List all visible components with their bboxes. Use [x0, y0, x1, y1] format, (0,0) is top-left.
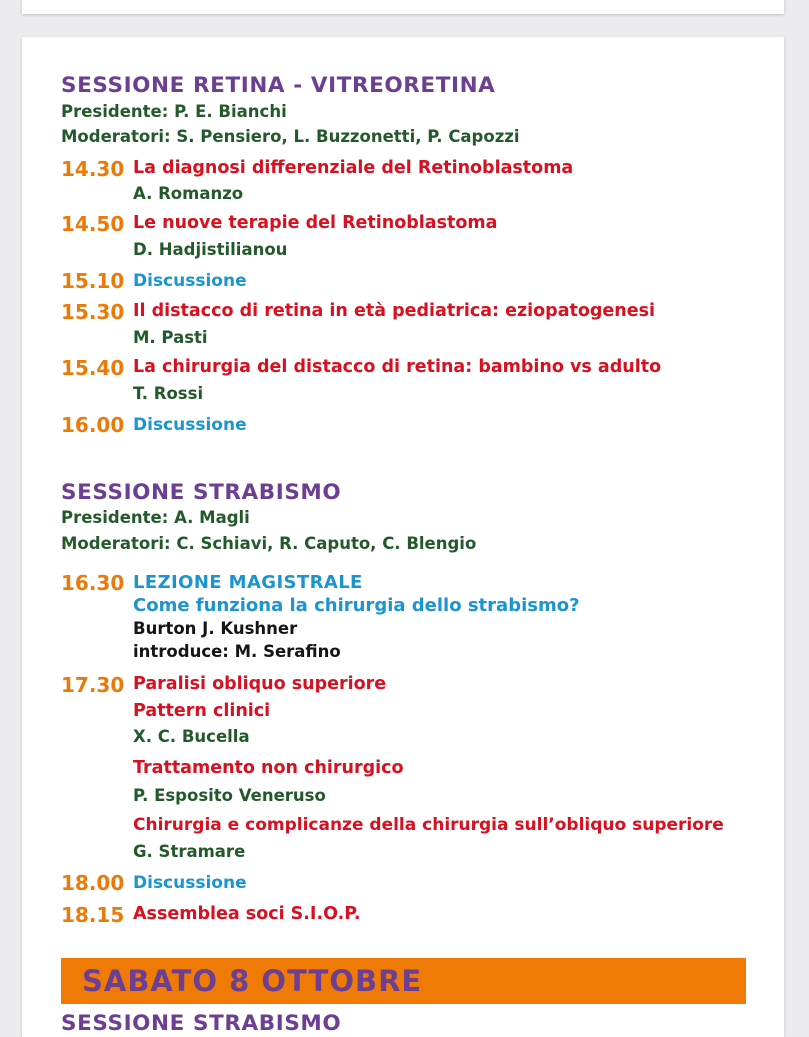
- item-speaker: G. Stramare: [133, 842, 246, 861]
- discussion-label: Discussione: [133, 415, 247, 435]
- lecture-speaker: Burton J. Kushner: [133, 619, 298, 638]
- session-moderators: Moderatori: C. Schiavi, R. Caputo, C. Blengio: [61, 534, 477, 553]
- item-speaker: T. Rossi: [133, 384, 204, 403]
- item-title: Il distacco di retina in età pediatrica: eziopatogenesi: [133, 301, 656, 321]
- item-speaker: D. Hadjistilianou: [133, 240, 288, 259]
- item-time: 18.00: [61, 871, 125, 895]
- item-time: 14.50: [61, 212, 125, 236]
- item-speaker: P. Esposito Veneruso: [133, 786, 326, 805]
- day-banner: [61, 958, 746, 1004]
- lecture-intro: introduce: M. Serafino: [133, 642, 341, 661]
- day-banner-label: SABATO 8 OTTOBRE: [82, 964, 423, 998]
- previous-card: [22, 0, 784, 14]
- item-time: 14.30: [61, 157, 125, 181]
- lecture-label: LEZIONE MAGISTRALE: [133, 572, 363, 593]
- next-session-title: SESSIONE STRABISMO: [61, 1011, 342, 1036]
- item-title: Le nuove terapie del Retinoblastoma: [133, 213, 498, 233]
- session-president: Presidente: P. E. Bianchi: [61, 102, 287, 121]
- session-moderators: Moderatori: S. Pensiero, L. Buzzonetti, P. Capozzi: [61, 127, 520, 146]
- item-title: La diagnosi differenziale del Retinoblastoma: [133, 158, 574, 178]
- session-president: Presidente: A. Magli: [61, 508, 250, 527]
- item-time: 17.30: [61, 673, 125, 697]
- item-speaker: M. Pasti: [133, 328, 208, 347]
- item-title: Paralisi obliquo superiore: [133, 674, 387, 694]
- item-title: La chirurgia del distacco di retina: bambino vs adulto: [133, 357, 662, 377]
- item-time: 18.15: [61, 903, 125, 927]
- discussion-label: Discussione: [133, 271, 247, 291]
- session-title-strabismo: SESSIONE STRABISMO: [61, 480, 342, 505]
- next-session-title-clipped: [61, 1011, 461, 1036]
- sub-title: Pattern clinici: [133, 701, 271, 721]
- sub-title: Trattamento non chirurgico: [133, 758, 404, 778]
- item-time: 16.30: [61, 571, 125, 595]
- item-time: 15.10: [61, 269, 125, 293]
- lecture-title: Come funziona la chirurgia dello strabismo?: [133, 595, 580, 616]
- discussion-label: Discussione: [133, 873, 247, 893]
- item-speaker: X. C. Bucella: [133, 727, 250, 746]
- session-title-retina: SESSIONE RETINA - VITREORETINA: [61, 73, 496, 98]
- sub-title: Chirurgia e complicanze della chirurgia sull’obliquo superiore: [133, 815, 724, 835]
- item-time: 15.40: [61, 356, 125, 380]
- item-title: Assemblea soci S.I.O.P.: [133, 904, 361, 924]
- item-time: 16.00: [61, 413, 125, 437]
- item-time: 15.30: [61, 300, 125, 324]
- item-speaker: A. Romanzo: [133, 184, 244, 203]
